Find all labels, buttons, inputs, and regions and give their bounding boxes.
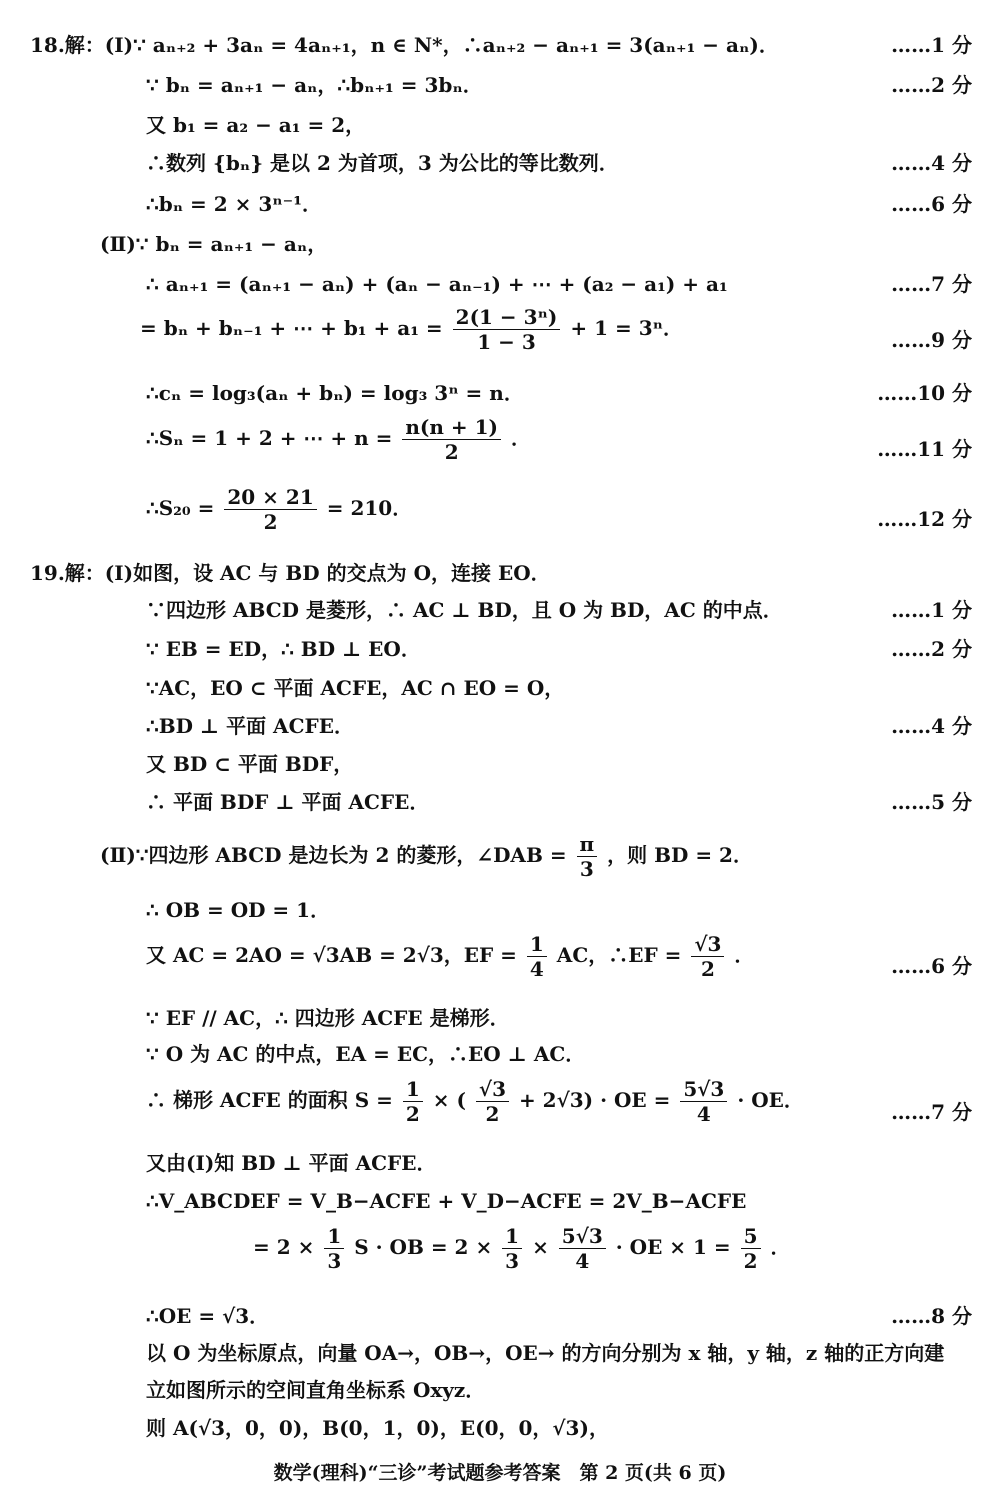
fraction [453, 305, 561, 354]
score-mark: ……7 分 [891, 272, 972, 296]
score-mark: ……2 分 [891, 637, 972, 661]
q19-line: ∴OE = √3． [146, 1304, 270, 1328]
fraction [324, 1224, 344, 1273]
fraction [577, 832, 598, 881]
numerator: 1 [327, 1224, 342, 1248]
score-mark: ……4 分 [891, 151, 972, 175]
q18-formula-line [146, 415, 531, 464]
denominator: 2 [402, 439, 501, 464]
q18-part2-heading: (Ⅱ)∵ bₙ = aₙ₊₁ − aₙ， [100, 232, 328, 256]
formula-text: S · OB = 2 × [354, 1235, 493, 1259]
numerator: √3 [694, 932, 722, 956]
formula-text: × ( [432, 1088, 466, 1112]
fraction [476, 1077, 509, 1126]
q19-line: ∴V_ABCDEF = V_B−ACFE + V_D−ACFE = 2V_B−ACFE [146, 1189, 747, 1213]
formula-text: ，则 BD = 2． [607, 843, 753, 867]
q18-line: ∴ aₙ₊₁ = (aₙ₊₁ − aₙ) + (aₙ − aₙ₋₁) + ⋯ + (a₂ − a₁) + a₁ [146, 272, 728, 296]
q19-line: ∵ EF // AC，∴ 四边形 ACFE 是梯形． [146, 1006, 510, 1030]
score-mark: ……1 分 [891, 33, 972, 57]
fraction [403, 1077, 423, 1126]
denominator: 2 [691, 956, 724, 981]
formula-text: ． [734, 943, 755, 967]
q18-formula-line [140, 305, 683, 354]
denominator: 2 [403, 1101, 423, 1126]
formula-text: = 2 × [253, 1235, 315, 1259]
formula-text: = bₙ + bₙ₋₁ + ⋯ + b₁ + a₁ = [140, 316, 443, 340]
numerator: 1 [505, 1224, 520, 1248]
q19-line: 以 O 为坐标原点，向量 OA→，OB→，OE→ 的方向分别为 x 轴，y 轴，z 轴的正方向建 [146, 1341, 945, 1365]
q19-line: ∴ 平面 BDF ⊥ 平面 ACFE． [146, 790, 430, 814]
score-mark: ……9 分 [891, 328, 972, 352]
q19-line: ∴BD ⊥ 平面 ACFE． [146, 714, 354, 738]
numerator: 5 [743, 1224, 758, 1248]
formula-text: AC，∴EF = [556, 943, 682, 967]
q19-line: 又 BD ⊂ 平面 BDF， [146, 752, 354, 776]
formula-text: ∴Sₙ = 1 + 2 + ⋯ + n = [146, 426, 393, 450]
score-mark: ……10 分 [877, 381, 972, 405]
q19-line: 立如图所示的空间直角坐标系 Oxyz． [146, 1378, 486, 1402]
q19-line: ∵四边形 ABCD 是菱形，∴ AC ⊥ BD，且 O 为 BD，AC 的中点． [146, 598, 783, 622]
fraction [559, 1224, 606, 1273]
formula-text: (Ⅱ)∵四边形 ABCD 是边长为 2 的菱形，∠DAB = [100, 843, 567, 867]
score-mark: ……2 分 [891, 73, 972, 97]
q19-formula-line [146, 932, 754, 981]
denominator: 4 [527, 956, 547, 981]
score-mark: ……4 分 [891, 714, 972, 738]
score-mark: ……6 分 [891, 192, 972, 216]
denominator: 3 [502, 1248, 522, 1273]
denominator: 1 − 3 [453, 329, 561, 354]
fraction [680, 1077, 727, 1126]
score-mark: ……5 分 [891, 790, 972, 814]
formula-text: ． [770, 1235, 791, 1259]
numerator: π [579, 832, 595, 856]
score-mark: ……6 分 [891, 954, 972, 978]
q18-line: ∴cₙ = log₃(aₙ + bₙ) = log₃ 3ⁿ = n． [146, 381, 524, 405]
fraction [527, 932, 547, 981]
numerator: √3 [478, 1077, 506, 1101]
q19-line: ∴ OB = OD = 1． [146, 898, 331, 922]
numerator: 5√3 [561, 1224, 603, 1248]
formula-text: = 210． [326, 496, 413, 520]
numerator: 1 [405, 1077, 420, 1101]
numerator: 1 [529, 932, 544, 956]
q18-line: ∴数列 {bₙ} 是以 2 为首项，3 为公比的等比数列． [146, 151, 619, 175]
denominator: 3 [324, 1248, 344, 1273]
q19-line: 又由(Ⅰ)知 BD ⊥ 平面 ACFE． [146, 1151, 437, 1175]
denominator: 4 [680, 1101, 727, 1126]
formula-text: ． [510, 426, 531, 450]
formula-text: · OE． [737, 1088, 804, 1112]
q19-formula-line [253, 1224, 791, 1273]
q18-line: ∵ bₙ = aₙ₊₁ − aₙ，∴bₙ₊₁ = 3bₙ． [146, 73, 483, 97]
formula-text: × [532, 1235, 549, 1259]
score-mark: ……7 分 [891, 1100, 972, 1124]
q19-line: ∵ EB = ED，∴ BD ⊥ EO． [146, 637, 421, 661]
fraction [502, 1224, 522, 1273]
score-mark: ……1 分 [891, 598, 972, 622]
fraction [224, 485, 316, 534]
numerator: 20 × 21 [227, 485, 314, 509]
denominator: 2 [476, 1101, 509, 1126]
page-footer: 数学(理科)“三诊”考试题参考答案 第 2 页(共 6 页) [273, 1462, 727, 1484]
fraction [691, 932, 724, 981]
numerator: 5√3 [683, 1077, 725, 1101]
denominator: 3 [577, 856, 598, 881]
formula-text: ∴S₂₀ = [146, 496, 215, 520]
denominator: 2 [741, 1248, 761, 1273]
q19-heading: 19.解：(Ⅰ)如图，设 AC 与 BD 的交点为 O，连接 EO． [30, 561, 551, 585]
denominator: 2 [224, 509, 316, 534]
formula-text: ∴ 梯形 ACFE 的面积 S = [146, 1088, 393, 1112]
q19-line: ∵ O 为 AC 的中点，EA = EC，∴EO ⊥ AC． [146, 1042, 586, 1066]
q18-formula-line [146, 485, 412, 534]
score-mark: ……8 分 [891, 1304, 972, 1328]
formula-text: + 1 = 3ⁿ． [570, 316, 683, 340]
score-mark: ……11 分 [877, 437, 972, 461]
q19-formula-line [146, 1077, 804, 1126]
fraction [741, 1224, 761, 1273]
q19-line: 则 A(√3，0，0)，B(0，1，0)，E(0，0，√3)， [146, 1416, 609, 1440]
q18-line: 又 b₁ = a₂ − a₁ = 2， [146, 113, 366, 137]
formula-text: + 2√3) · OE = [518, 1088, 671, 1112]
q19-line: ∵AC，EO ⊂ 平面 ACFE，AC ∩ EO = O， [146, 676, 565, 700]
numerator: n(n + 1) [405, 415, 498, 439]
score-mark: ……12 分 [877, 507, 972, 531]
q18-line: ∴bₙ = 2 × 3ⁿ⁻¹． [146, 192, 322, 216]
numerator: 2(1 − 3ⁿ) [455, 305, 558, 329]
q18-heading: 18.解：(Ⅰ)∵ aₙ₊₂ + 3aₙ = 4aₙ₊₁，n ∈ N*，∴aₙ₊₂ − aₙ₊₁ = 3(aₙ₊₁ − aₙ)． [30, 33, 779, 57]
formula-text: 又 AC = 2AO = √3AB = 2√3，EF = [146, 943, 517, 967]
q19-part2-line [100, 832, 753, 881]
fraction [402, 415, 501, 464]
denominator: 4 [559, 1248, 606, 1273]
formula-text: · OE × 1 = [615, 1235, 731, 1259]
